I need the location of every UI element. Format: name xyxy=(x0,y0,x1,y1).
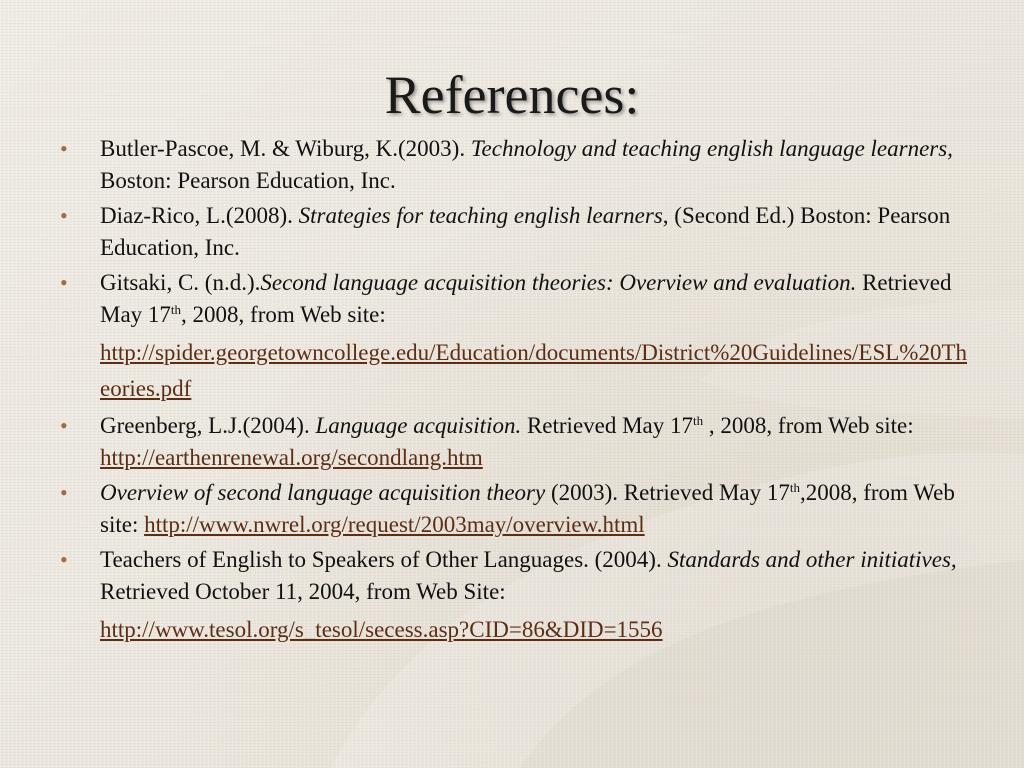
bullet-icon: • xyxy=(60,480,68,505)
reference-title: Standards and other initiatives, xyxy=(667,547,957,572)
superscript: th xyxy=(693,413,704,428)
bullet-icon: • xyxy=(60,270,68,295)
reference-item xyxy=(60,267,970,407)
reference-text: Butler-Pascoe, M. & Wiburg, K.(2003). xyxy=(100,136,471,161)
reference-text: Boston: Pearson Education, Inc. xyxy=(100,168,396,193)
reference-link[interactable]: http://www.tesol.org/s_tesol/secess.asp?CID=86&DID=1556 xyxy=(100,617,663,642)
reference-title: Second language acquisition theories: Overview and evaluation. xyxy=(260,270,857,295)
reference-text: Retrieved May 17 xyxy=(521,413,694,438)
reference-text: Gitsaki, C. (n.d.). xyxy=(100,270,261,295)
reference-item xyxy=(60,544,970,648)
bullet-icon: • xyxy=(60,136,68,161)
reference-text: , 2008, from Web site: xyxy=(181,302,386,327)
reference-link[interactable]: http://spider.georgetowncollege.edu/Education/documents/District%20Guidelines/ESL%20Theories.pdf xyxy=(100,340,968,401)
reference-title: Technology and teaching english language learners, xyxy=(470,136,953,161)
reference-item xyxy=(60,200,970,264)
reference-link[interactable]: http://www.nwrel.org/request/2003may/overview.html xyxy=(144,512,645,537)
reference-item xyxy=(60,133,970,197)
superscript: th xyxy=(789,480,800,495)
slide-title: References: xyxy=(384,65,640,125)
reference-item xyxy=(60,410,970,474)
bullet-icon: • xyxy=(60,203,68,228)
reference-text: Diaz-Rico, L.(2008). xyxy=(100,203,299,228)
reference-title: Language acquisition. xyxy=(315,413,522,438)
superscript: th xyxy=(170,302,182,317)
reference-text: Retrieved October 11, 2004, from Web Site: xyxy=(100,579,506,604)
reference-item xyxy=(60,477,970,541)
reference-title: Strategies for teaching english learners xyxy=(298,203,663,228)
reference-text: , (Second Ed.) Boston: Pearson Education, Inc. xyxy=(100,203,951,260)
reference-text: Teachers of English to Speakers of Other Languages. (2004). xyxy=(100,547,668,572)
reference-link[interactable]: http://earthenrenewal.org/secondlang.htm xyxy=(100,445,483,470)
reference-text: ,2008, from Web site: xyxy=(100,480,955,537)
reference-list xyxy=(60,133,970,651)
reference-text: Greenberg, L.J.(2004). xyxy=(100,413,316,438)
bullet-icon: • xyxy=(60,413,68,438)
reference-text: , 2008, from Web site: xyxy=(703,413,914,438)
reference-title: Overview of second language acquisition theory xyxy=(100,480,546,505)
bullet-icon: • xyxy=(60,547,68,572)
reference-text: (2003). Retrieved May 17 xyxy=(545,480,790,505)
reference-text: Retrieved May 17 xyxy=(100,270,952,327)
